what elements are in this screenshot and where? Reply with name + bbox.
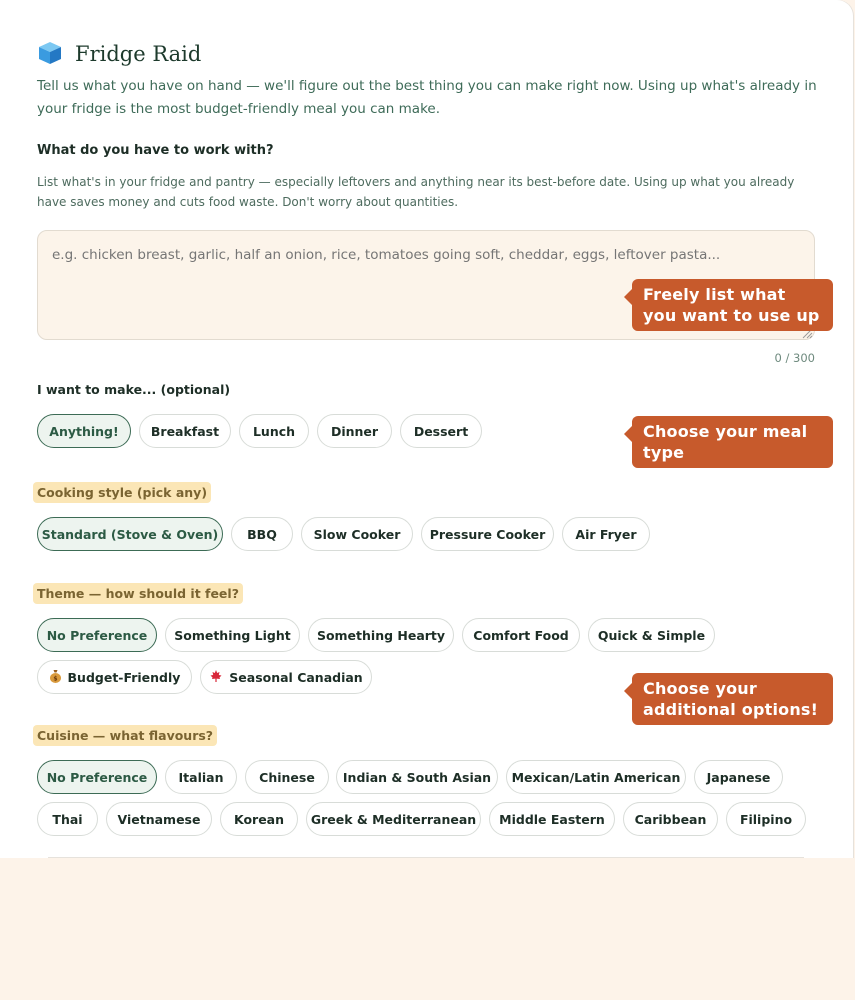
theme-seasonal-canadian[interactable] <box>200 660 372 694</box>
cuisine-greek-mediterranean[interactable]: Greek & Mediterranean <box>306 802 481 836</box>
theme-something-hearty[interactable]: Something Hearty <box>308 618 454 652</box>
theme-something-light[interactable]: Something Light <box>165 618 300 652</box>
callout-meal-type: Choose your meal type <box>632 416 833 468</box>
cooking-style-slow-cooker[interactable]: Slow Cooker <box>301 517 413 551</box>
svg-text:$: $ <box>52 675 58 682</box>
meal-type-anything[interactable]: Anything! <box>37 414 131 448</box>
theme-label: Theme — how should it feel? <box>33 583 243 604</box>
cooking-style-pressure-cooker[interactable]: Pressure Cooker <box>421 517 554 551</box>
ingredients-help: List what's in your fridge and pantry — especially leftovers and anything near its best-before date. Using up what you already have saves money and cuts food waste. Don't worry about quantities. <box>37 175 795 209</box>
money-bag-icon <box>49 669 62 686</box>
theme-quick-simple[interactable]: Quick & Simple <box>588 618 715 652</box>
intro-text: Tell us what you have on hand — we'll figure out the best thing you can make right now. Using up what's already in your fridge is the most budget-friendly meal you can make. <box>37 78 817 117</box>
cooking-style-bbq[interactable]: BBQ <box>231 517 293 551</box>
ingredients-question: What do you have to work with? <box>37 143 274 158</box>
theme-budget-friendly-label: Budget-Friendly <box>67 669 181 685</box>
app-title: Fridge Raid <box>75 42 202 66</box>
cuisine-filipino[interactable]: Filipino <box>726 802 806 836</box>
character-counter: 0 / 300 <box>774 351 815 365</box>
callout-additional-options: Choose your additional options! <box>632 673 833 725</box>
cuisine-caribbean[interactable]: Caribbean <box>623 802 718 836</box>
cuisine-thai[interactable]: Thai <box>37 802 98 836</box>
cooking-style-standard[interactable]: Standard (Stove & Oven) <box>37 517 223 551</box>
cuisine-label: Cuisine — what flavours? <box>33 725 217 746</box>
meal-type-dinner[interactable]: Dinner <box>317 414 392 448</box>
ice-cube-icon <box>37 40 65 68</box>
cuisine-chinese[interactable]: Chinese <box>245 760 329 794</box>
cooking-style-air-fryer[interactable]: Air Fryer <box>562 517 650 551</box>
theme-no-preference[interactable]: No Preference <box>37 618 157 652</box>
cuisine-korean[interactable]: Korean <box>220 802 298 836</box>
cooking-style-label: Cooking style (pick any) <box>33 482 211 503</box>
cuisine-mexican-latin-american[interactable]: Mexican/Latin American <box>506 760 686 794</box>
theme-budget-friendly[interactable] <box>37 660 192 694</box>
cuisine-vietnamese[interactable]: Vietnamese <box>106 802 212 836</box>
meal-type-breakfast[interactable]: Breakfast <box>139 414 231 448</box>
maple-leaf-icon <box>209 669 223 686</box>
header <box>37 40 201 68</box>
cuisine-japanese[interactable]: Japanese <box>694 760 783 794</box>
meal-type-label: I want to make... (optional) <box>37 382 231 397</box>
meal-type-lunch[interactable]: Lunch <box>239 414 309 448</box>
section-divider <box>48 857 804 858</box>
cuisine-no-preference[interactable]: No Preference <box>37 760 157 794</box>
cuisine-indian-south-asian[interactable]: Indian & South Asian <box>336 760 498 794</box>
cuisine-middle-eastern[interactable]: Middle Eastern <box>489 802 615 836</box>
theme-comfort-food[interactable]: Comfort Food <box>462 618 580 652</box>
meal-type-dessert[interactable]: Dessert <box>400 414 482 448</box>
cuisine-italian[interactable]: Italian <box>165 760 237 794</box>
theme-seasonal-canadian-label: Seasonal Canadian <box>229 669 363 685</box>
callout-list-ingredients: Freely list what you want to use up <box>632 279 833 331</box>
